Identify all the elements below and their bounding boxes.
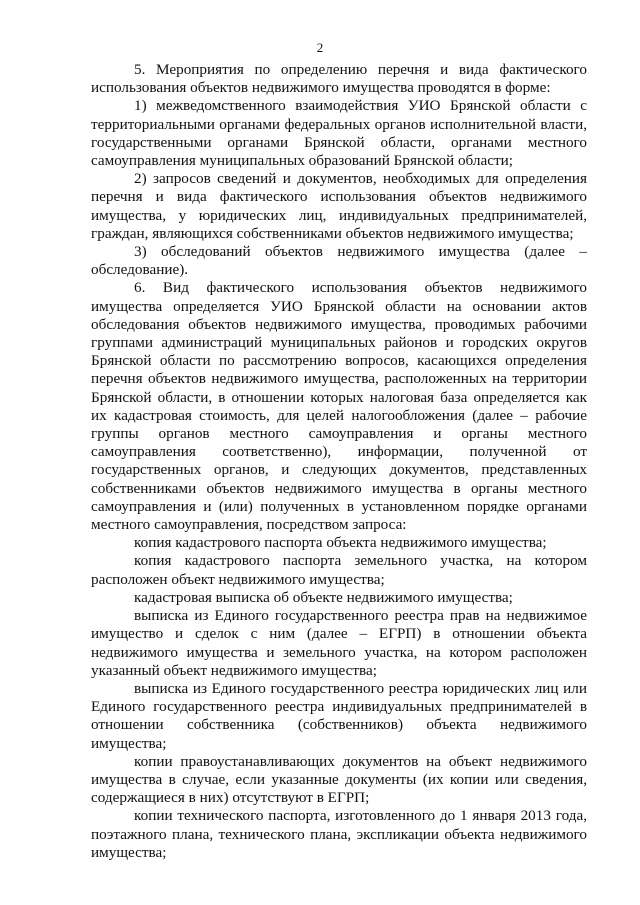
page-number: 2 [316, 40, 324, 55]
list-item-cadastral-passport: копия кадастрового паспорта объекта недвижимого имущества; [134, 534, 547, 552]
document-body [91, 61, 587, 862]
list-item-cadastral-extract: кадастровая выписка об объекте недвижимого имущества; [134, 588, 513, 606]
list-item-egrp-extract: выписка из Единого государственного реестра прав на недвижимое имущество и сделок с ним (далее – ЕГРП) в отношении объекта недвижимого имущества и земельного участка, на котором расположен указанный объект недвижимого имущества; [91, 607, 587, 679]
list-item-inspections: 3) обследований объектов недвижимого имущества (далее – обследование). [91, 243, 587, 279]
list-item-requests: 2) запросов сведений и документов, необходимых для определения перечня и вида фактического использования объектов недвижимого имущества, у юридических лиц, индивидуальных предпринимателей, граждан, являющихся собственниками объектов недвижимого имущества; [91, 170, 587, 242]
list-item-interagency: 1) межведомственного взаимодействия УИО Брянской области с территориальными органами федеральных органов исполнительной власти, государственными органами Брянской области, органами местного самоуправления муниципальных образований Брянской области; [91, 97, 587, 170]
list-item-egrul-extract: выписка из Единого государственного реестра юридических лиц или Единого государственного реестра индивидуальных предпринимателей в отношении собственника (собственников) объекта недвижимого имущества; [91, 679, 587, 752]
list-item-land-passport: копия кадастрового паспорта земельного участка, на котором расположен объект недвижимого имущества; [91, 552, 587, 588]
list-item-title-documents: копии правоустанавливающих документов на объект недвижимого имущества в случае, если указанные документы (их копии или сведения, содержащиеся в них) отсутствуют в ЕГРП; [91, 752, 587, 807]
list-item-technical-passport: копии технического паспорта, изготовленного до 1 января 2013 года, поэтажного плана, технического плана, экспликации объекта недвижимого имущества; [91, 807, 587, 861]
paragraph-item-6: 6. Вид фактического использования объектов недвижимого имущества определяется УИО Брянской области на основании актов обследования объектов недвижимого имущества, проводимых рабочими группами администраций муниципальных районов и городских округов Брянской области по рассмотрению вопросов, касающихся определения перечня объектов недвижимого имущества, расположенных на территории Брянской области, в отношении которых налоговая база определяется как их кадастровая стоимость, для целей налогообложения (далее – рабочие группы органов местного самоуправления и органы местного самоуправления соответственно), информации, полученной от государственных органов, и следующих документов, представленных собственниками объектов недвижимого имущества в органы местного самоуправления и (или) полученных в установленном порядке органами местного самоуправления, посредством запроса: [91, 279, 587, 534]
paragraph-item-5: 5. Мероприятия по определению перечня и вида фактического использования объектов недвижимого имущества проводятся в форме: [91, 61, 587, 97]
